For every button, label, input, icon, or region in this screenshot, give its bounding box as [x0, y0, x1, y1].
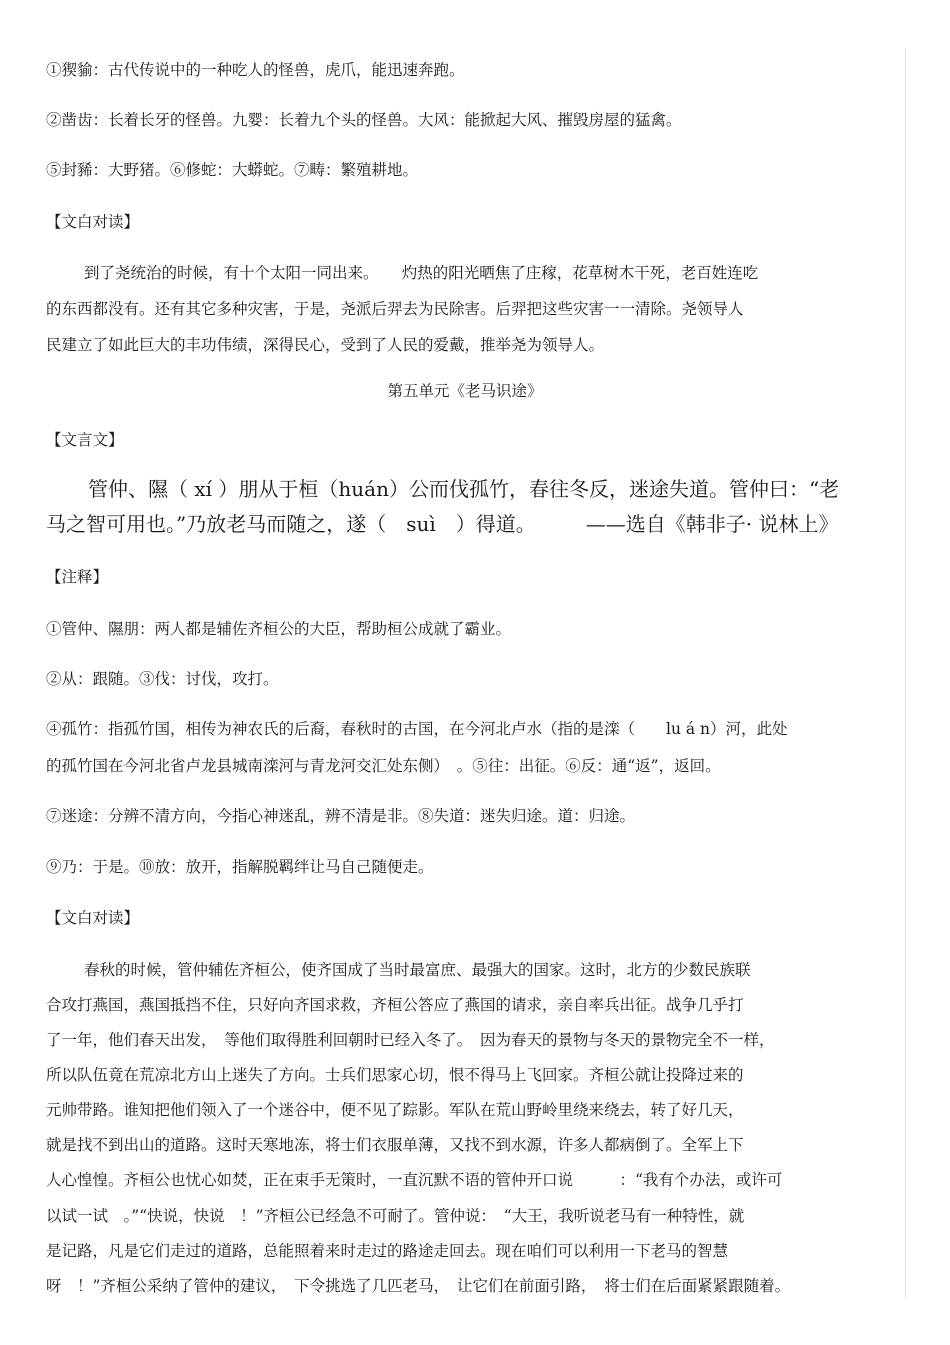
section-heading: 【文白对读】 — [46, 909, 140, 927]
paragraph-line: 到了尧统治的时候，有十个太阳一同出来。 灼热的阳光晒焦了庄稼，花草树木干死，老百姓连吃 — [84, 264, 759, 282]
paragraph-line: 是记路，凡是它们走过的道路，总能照着来时走过的路途走回去。现在咱们可以利用一下老马的智慧 — [46, 1242, 729, 1260]
paragraph-line: 民建立了如此巨大的丰功伟绩，深得民心，受到了人民的爱戴，推举尧为领导人。 — [46, 336, 605, 354]
note-line: ⑤封豨：大野猪。⑥修蛇：大蟒蛇。⑦畴：繁殖耕地。 — [46, 161, 419, 179]
paragraph-line: 春秋的时候，管仲辅佐齐桓公，使齐国成了当时最富庶、最强大的国家。这时，北方的少数民族联 — [84, 961, 751, 979]
section-heading: 【文白对读】 — [46, 213, 140, 231]
annotation-line: ④孤竹：指孤竹国，相传为神农氏的后裔，春秋时的古国，在今河北卢水（指的是滦（ lu á n）河，此处 — [46, 720, 788, 738]
classical-text-line: 马之智可用也。”乃放老马而随之，遂（ suì ）得道。 ——选自《韩非子· 说林上》 — [46, 512, 839, 536]
paragraph-line: 以试一试 。”“快说，快说 ！”齐桓公已经急不可耐了。管仲说： “大王，我听说老马有一种特性，就 — [46, 1207, 745, 1225]
annotation-line: ①管仲、隰朋：两人都是辅佐齐桓公的大臣，帮助桓公成就了霸业。 — [46, 620, 512, 638]
annotation-line: ⑦迷途：分辨不清方向，今指心神迷乱，辨不清是非。⑧失道：迷失归途。道：归途。 — [46, 807, 636, 825]
note-line: ②凿齿：长着长牙的怪兽。九婴：长着九个头的怪兽。大风：能掀起大风、摧毁房屋的猛禽。 — [46, 111, 682, 129]
annotation-line: ②从：跟随。③伐：讨伐，攻打。 — [46, 670, 279, 688]
unit-title: 第五单元《老马识途》 — [387, 382, 543, 400]
section-heading: 【文言文】 — [46, 431, 124, 449]
section-heading: 【注释】 — [46, 568, 109, 586]
paragraph-line: 就是找不到出山的道路。这时天寒地冻，将士们衣服单薄，又找不到水源，许多人都病倒了。全军上下 — [46, 1136, 744, 1154]
classical-text-line: 管仲、隰（ xí ）朋从于桓（huán）公而伐孤竹，春往冬反，迷途失道。管仲曰：“老 — [88, 477, 840, 501]
paragraph-line: 呀 ！”齐桓公采纳了管仲的建议， 下令挑选了几匹老马， 让它们在前面引路， 将士们在后面紧紧跟随着。 — [46, 1277, 791, 1295]
note-line: ①猰貐：古代传说中的一种吃人的怪兽，虎爪，能迅速奔跑。 — [46, 61, 465, 79]
paragraph-line: 元帅带路。谁知把他们领入了一个迷谷中，便不见了踪影。军队在荒山野岭里绕来绕去，转了好几天， — [46, 1101, 744, 1119]
paragraph-line: 了一年，他们春天出发， 等他们取得胜利回朝时已经入冬了。 因为春天的景物与冬天的景物完全不一样， — [46, 1031, 775, 1049]
page-edge-line — [905, 48, 906, 1298]
annotation-line: ⑨乃：于是。⑩放：放开，指解脱羁绊让马自己随便走。 — [46, 858, 434, 876]
annotation-line: 的孤竹国在今河北省卢龙县城南滦河与青龙河交汇处东侧） 。⑤往：出征。⑥反：通“返”，返回。 — [46, 757, 721, 775]
paragraph-line: 所以队伍竟在荒凉北方山上迷失了方向。士兵们思家心切，恨不得马上飞回家。齐桓公就让投降过来的 — [46, 1066, 744, 1084]
paragraph-line: 的东西都没有。还有其它多种灾害，于是，尧派后羿去为民除害。后羿把这些灾害一一清除。尧领导人 — [46, 300, 744, 318]
paragraph-line: 人心惶惶。齐桓公也忧心如焚，正在束手无策时，一直沉默不语的管仲开口说 ：“我有个办法，或许可 — [46, 1171, 783, 1189]
paragraph-line: 合攻打燕国，燕国抵挡不住，只好向齐国求救，齐桓公答应了燕国的请求，亲自率兵出征。战争几乎打 — [46, 996, 744, 1014]
